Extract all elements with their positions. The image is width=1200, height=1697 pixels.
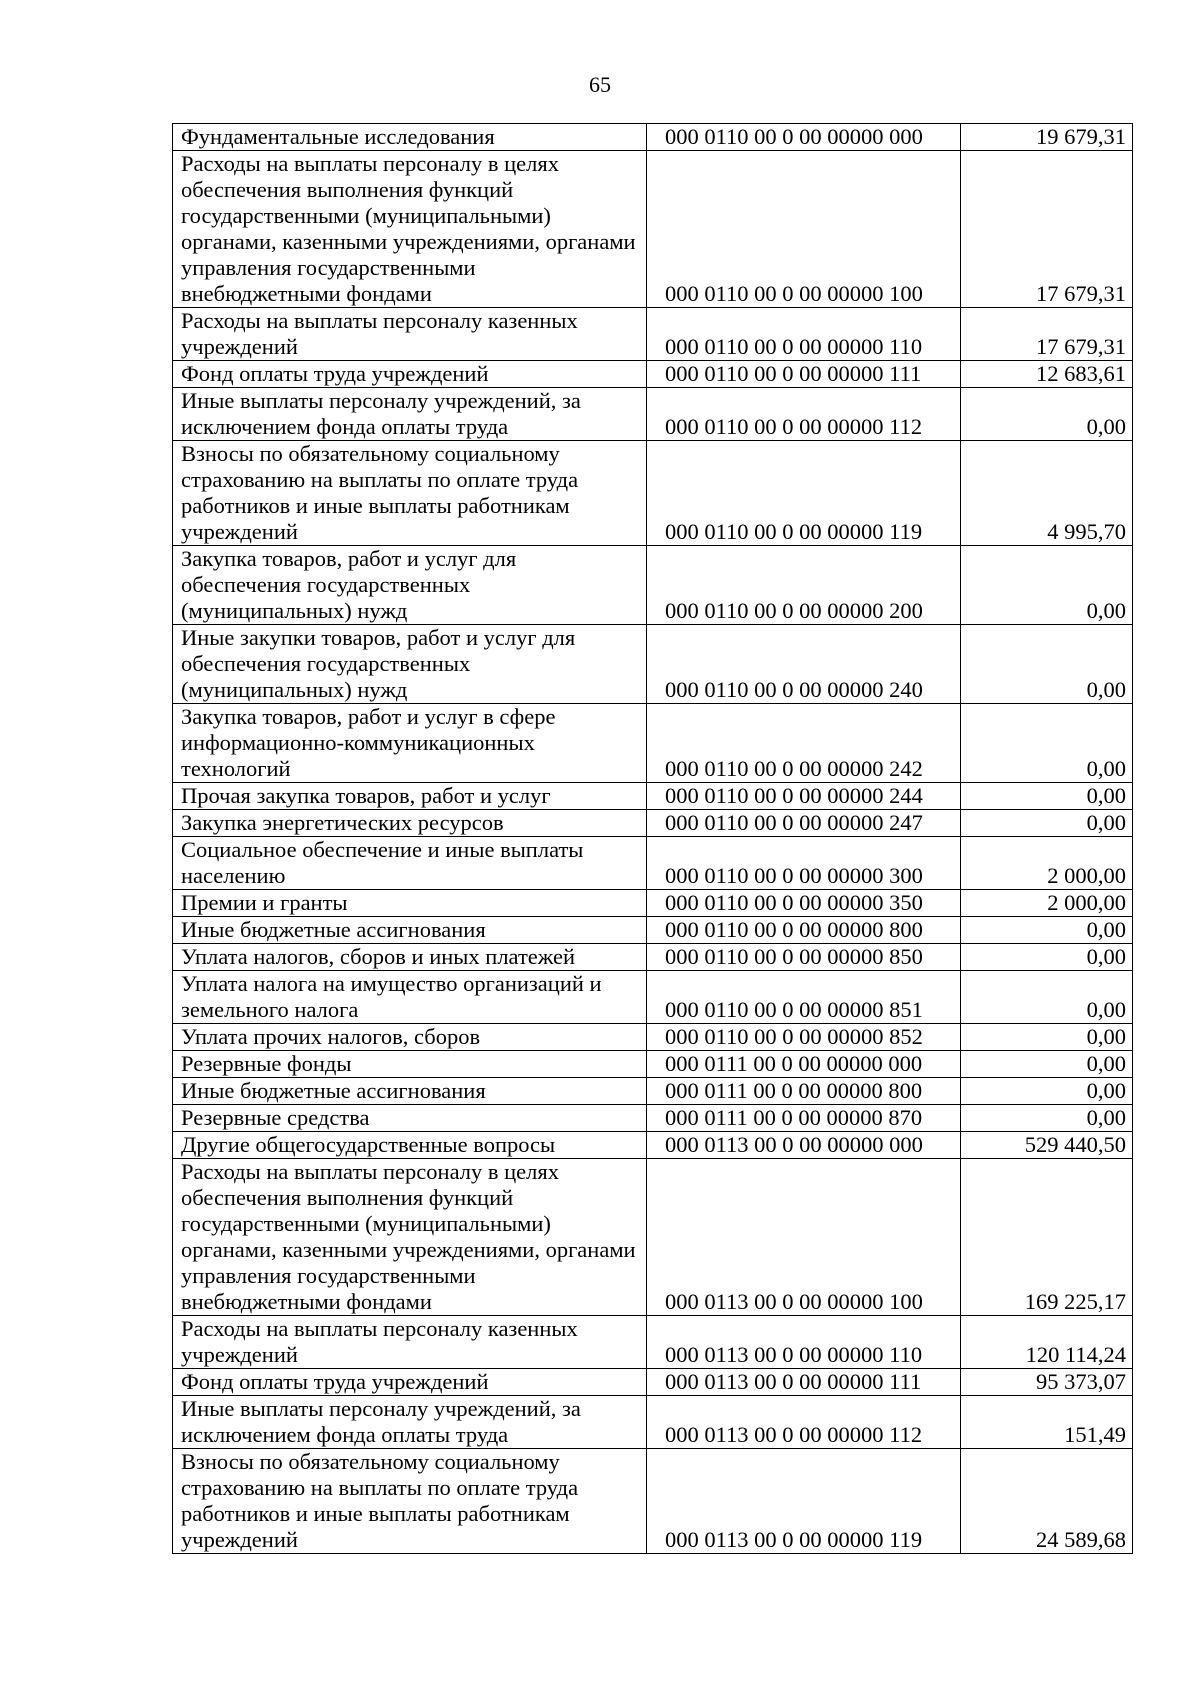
- row-amount: 0,00: [961, 1051, 1133, 1078]
- budget-table-body: [173, 124, 1133, 1554]
- table-row: [173, 783, 1133, 810]
- row-name: Уплата прочих налогов, сборов: [173, 1024, 647, 1051]
- table-row: [173, 1396, 1133, 1449]
- table-row: [173, 1159, 1133, 1316]
- row-amount: 0,00: [961, 704, 1133, 783]
- row-amount: 19 679,31: [961, 124, 1133, 151]
- row-code: 000 0113 00 0 00 00000 111: [647, 1369, 961, 1396]
- row-name: Расходы на выплаты персоналу в целях обеспечения выполнения функций государственными (муниципальными) органами, казенными учреждениями, органами управления государственными внебюджетными фондами: [173, 1159, 647, 1316]
- row-amount: 0,00: [961, 810, 1133, 837]
- row-amount: 0,00: [961, 546, 1133, 625]
- row-name: Премии и гранты: [173, 890, 647, 917]
- table-row: [173, 890, 1133, 917]
- page-number: 65: [589, 72, 611, 97]
- row-code: 000 0110 00 0 00 00000 244: [647, 783, 961, 810]
- row-amount: 2 000,00: [961, 837, 1133, 890]
- row-name: Резервные фонды: [173, 1051, 647, 1078]
- table-row: [173, 151, 1133, 308]
- row-code: 000 0113 00 0 00 00000 119: [647, 1449, 961, 1554]
- row-amount: 17 679,31: [961, 151, 1133, 308]
- table-row: [173, 1105, 1133, 1132]
- row-code: 000 0110 00 0 00 00000 300: [647, 837, 961, 890]
- row-name: Взносы по обязательному социальному страхованию на выплаты по оплате труда работников и иные выплаты работникам учреждений: [173, 1449, 647, 1554]
- row-amount: 151,49: [961, 1396, 1133, 1449]
- row-amount: 4 995,70: [961, 441, 1133, 546]
- row-amount: 17 679,31: [961, 308, 1133, 361]
- row-code: 000 0111 00 0 00 00000 870: [647, 1105, 961, 1132]
- row-name: Иные бюджетные ассигнования: [173, 917, 647, 944]
- row-name: Расходы на выплаты персоналу казенных учреждений: [173, 1316, 647, 1369]
- row-code: 000 0110 00 0 00 00000 350: [647, 890, 961, 917]
- row-name: Фонд оплаты труда учреждений: [173, 1369, 647, 1396]
- table-row: [173, 917, 1133, 944]
- table-row: [173, 625, 1133, 704]
- table-row: [173, 837, 1133, 890]
- row-code: 000 0113 00 0 00 00000 100: [647, 1159, 961, 1316]
- table-row: [173, 1024, 1133, 1051]
- row-name: Закупка энергетических ресурсов: [173, 810, 647, 837]
- row-name: Закупка товаров, работ и услуг для обеспечения государственных (муниципальных) нужд: [173, 546, 647, 625]
- table-row: [173, 308, 1133, 361]
- row-amount: 0,00: [961, 388, 1133, 441]
- row-code: 000 0110 00 0 00 00000 851: [647, 971, 961, 1024]
- row-name: Иные выплаты персоналу учреждений, за исключением фонда оплаты труда: [173, 388, 647, 441]
- table-row: [173, 1316, 1133, 1369]
- table-row: [173, 361, 1133, 388]
- row-code: 000 0110 00 0 00 00000 247: [647, 810, 961, 837]
- row-code: 000 0110 00 0 00 00000 852: [647, 1024, 961, 1051]
- row-code: 000 0110 00 0 00 00000 100: [647, 151, 961, 308]
- row-amount: 2 000,00: [961, 890, 1133, 917]
- row-name: Иные бюджетные ассигнования: [173, 1078, 647, 1105]
- table-row: [173, 1449, 1133, 1554]
- row-name: Взносы по обязательному социальному страхованию на выплаты по оплате труда работников и иные выплаты работникам учреждений: [173, 441, 647, 546]
- row-code: 000 0110 00 0 00 00000 850: [647, 944, 961, 971]
- row-name: Расходы на выплаты персоналу в целях обеспечения выполнения функций государственными (муниципальными) органами, казенными учреждениями, органами управления государственными внебюджетными фондами: [173, 151, 647, 308]
- row-code: 000 0111 00 0 00 00000 000: [647, 1051, 961, 1078]
- row-name: Другие общегосударственные вопросы: [173, 1132, 647, 1159]
- table-row: [173, 1078, 1133, 1105]
- table-row: [173, 546, 1133, 625]
- row-code: 000 0113 00 0 00 00000 112: [647, 1396, 961, 1449]
- row-code: 000 0111 00 0 00 00000 800: [647, 1078, 961, 1105]
- table-row: [173, 704, 1133, 783]
- table-row: [173, 388, 1133, 441]
- row-code: 000 0110 00 0 00 00000 800: [647, 917, 961, 944]
- row-amount: 120 114,24: [961, 1316, 1133, 1369]
- row-name: Резервные средства: [173, 1105, 647, 1132]
- row-amount: 0,00: [961, 917, 1133, 944]
- row-name: Иные закупки товаров, работ и услуг для обеспечения государственных (муниципальных) нужд: [173, 625, 647, 704]
- row-amount: 0,00: [961, 1105, 1133, 1132]
- row-code: 000 0110 00 0 00 00000 112: [647, 388, 961, 441]
- row-name: Социальное обеспечение и иные выплаты населению: [173, 837, 647, 890]
- row-amount: 0,00: [961, 971, 1133, 1024]
- row-code: 000 0110 00 0 00 00000 119: [647, 441, 961, 546]
- row-code: 000 0110 00 0 00 00000 000: [647, 124, 961, 151]
- row-name: Расходы на выплаты персоналу казенных учреждений: [173, 308, 647, 361]
- table-row: [173, 1369, 1133, 1396]
- row-amount: 0,00: [961, 1078, 1133, 1105]
- row-name: Закупка товаров, работ и услуг в сфере информационно-коммуникационных технологий: [173, 704, 647, 783]
- row-amount: 0,00: [961, 1024, 1133, 1051]
- row-name: Прочая закупка товаров, работ и услуг: [173, 783, 647, 810]
- row-code: 000 0110 00 0 00 00000 111: [647, 361, 961, 388]
- row-code: 000 0113 00 0 00 00000 110: [647, 1316, 961, 1369]
- row-amount: 0,00: [961, 944, 1133, 971]
- row-code: 000 0110 00 0 00 00000 200: [647, 546, 961, 625]
- table-row: [173, 944, 1133, 971]
- row-name: Фундаментальные исследования: [173, 124, 647, 151]
- table-row: [173, 971, 1133, 1024]
- row-amount: 24 589,68: [961, 1449, 1133, 1554]
- table-row: [173, 441, 1133, 546]
- row-code: 000 0110 00 0 00 00000 240: [647, 625, 961, 704]
- row-code: 000 0110 00 0 00 00000 110: [647, 308, 961, 361]
- row-amount: 529 440,50: [961, 1132, 1133, 1159]
- row-name: Уплата налогов, сборов и иных платежей: [173, 944, 647, 971]
- row-amount: 0,00: [961, 625, 1133, 704]
- row-name: Фонд оплаты труда учреждений: [173, 361, 647, 388]
- row-amount: 95 373,07: [961, 1369, 1133, 1396]
- row-name: Уплата налога на имущество организаций и земельного налога: [173, 971, 647, 1024]
- table-row: [173, 1132, 1133, 1159]
- table-row: [173, 124, 1133, 151]
- table-row: [173, 810, 1133, 837]
- row-code: 000 0113 00 0 00 00000 000: [647, 1132, 961, 1159]
- row-amount: 169 225,17: [961, 1159, 1133, 1316]
- budget-table: [172, 123, 1133, 1554]
- table-row: [173, 1051, 1133, 1078]
- row-code: 000 0110 00 0 00 00000 242: [647, 704, 961, 783]
- row-amount: 0,00: [961, 783, 1133, 810]
- row-name: Иные выплаты персоналу учреждений, за исключением фонда оплаты труда: [173, 1396, 647, 1449]
- row-amount: 12 683,61: [961, 361, 1133, 388]
